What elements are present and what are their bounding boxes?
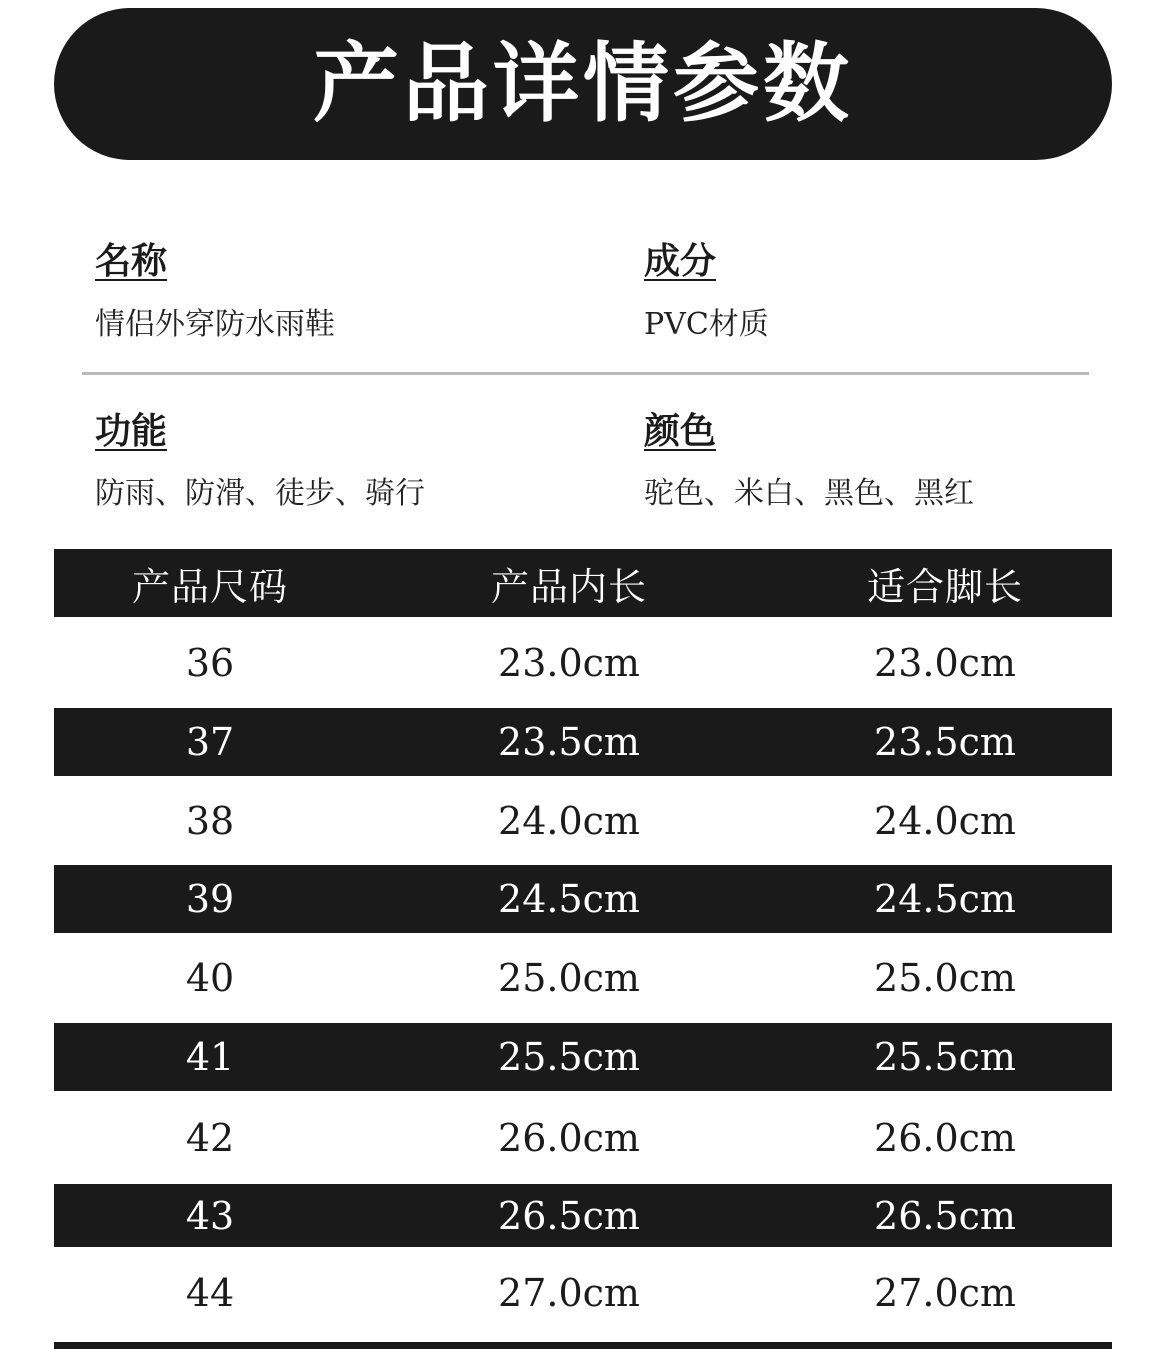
table-row <box>54 1247 1112 1339</box>
inner-length-cell: 25.0cm <box>498 956 640 1000</box>
table-header-foot-length: 适合脚长 <box>866 564 1023 609</box>
size-cell: 42 <box>185 1115 235 1160</box>
inner-length-cell: 26.0cm <box>498 1115 640 1160</box>
color-label: 颜色 <box>644 410 717 452</box>
bottom-bar <box>54 1342 1112 1349</box>
inner-length-cell: 23.0cm <box>498 640 640 685</box>
inner-length-cell: 26.5cm <box>498 1193 640 1238</box>
section-divider <box>82 372 1089 375</box>
inner-length-cell: 27.0cm <box>498 1271 640 1315</box>
material-value: PVC材质 <box>644 307 769 342</box>
inner-length-cell: 24.0cm <box>498 798 640 843</box>
foot-length-cell: 26.0cm <box>874 1115 1016 1160</box>
name-label: 名称 <box>95 240 168 282</box>
foot-length-cell: 26.5cm <box>874 1193 1016 1238</box>
inner-length-cell: 25.5cm <box>498 1035 640 1079</box>
table-header-inner-length: 产品内长 <box>490 564 647 609</box>
foot-length-cell: 24.0cm <box>874 798 1016 843</box>
size-cell: 41 <box>185 1035 235 1079</box>
table-row <box>54 1091 1112 1184</box>
foot-length-cell: 23.5cm <box>874 720 1016 764</box>
foot-length-cell: 23.0cm <box>874 640 1016 685</box>
size-cell: 43 <box>185 1193 235 1238</box>
size-cell: 39 <box>185 877 235 921</box>
color-value: 驼色、米白、黑色、黑红 <box>644 476 974 511</box>
size-cell: 37 <box>185 720 235 764</box>
size-cell: 38 <box>185 798 235 843</box>
foot-length-cell: 25.5cm <box>874 1035 1016 1079</box>
table-row <box>54 617 1112 708</box>
function-value: 防雨、防滑、徒步、骑行 <box>95 476 425 511</box>
size-cell: 36 <box>185 640 235 685</box>
foot-length-cell: 24.5cm <box>874 877 1016 921</box>
table-header-size: 产品尺码 <box>131 564 288 609</box>
foot-length-cell: 27.0cm <box>874 1271 1016 1315</box>
table-row <box>54 865 1112 933</box>
size-cell: 40 <box>185 956 235 1000</box>
size-cell: 44 <box>185 1271 235 1315</box>
title-banner <box>54 8 1112 160</box>
table-row <box>54 1023 1112 1091</box>
table-row <box>54 933 1112 1023</box>
name-value: 情侣外穿防水雨鞋 <box>95 307 335 342</box>
table-row <box>54 708 1112 776</box>
size-table <box>54 549 1112 1339</box>
foot-length-cell: 25.0cm <box>874 956 1016 1000</box>
inner-length-cell: 24.5cm <box>498 877 640 921</box>
function-label: 功能 <box>95 410 168 452</box>
table-row <box>54 776 1112 865</box>
material-label: 成分 <box>644 240 717 282</box>
inner-length-cell: 23.5cm <box>498 720 640 764</box>
table-row <box>54 1184 1112 1247</box>
page-title: 产品详情参数 <box>313 34 853 134</box>
table-header-row <box>54 549 1112 617</box>
